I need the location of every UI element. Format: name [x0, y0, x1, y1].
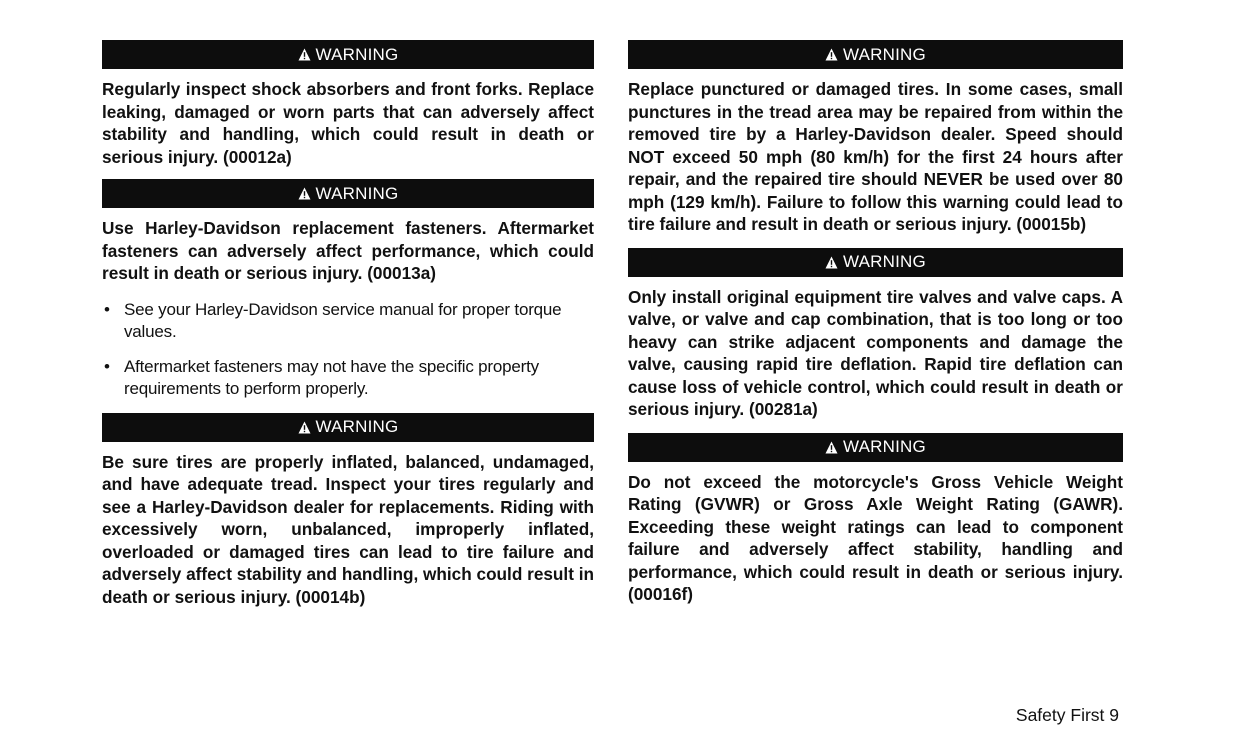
warning-text: Regularly inspect shock absorbers and front forks. Replace leaking, damaged or worn parts that can adversely affect stability and handling, which could result in death or serious injury. (00012a) — [102, 79, 594, 167]
warning-triangle-icon — [825, 256, 838, 269]
warning-text: Replace punctured or damaged tires. In some cases, small punctures in the tread area may be repaired from within the removed tire by a Harley-Davidson dealer. Speed should NOT exceed 50 mph (80 km/h) for the first 24 hours after repair, and the repaired tire should NEVER be used over 80 mph (129 km/h). Failure to follow this warning could lead to tire failure and result in death or serious injury. (00015b) — [628, 79, 1123, 234]
left-column — [102, 40, 594, 608]
warning-label: WARNING — [315, 44, 399, 64]
warning-banner — [102, 413, 594, 442]
warning-text: Use Harley-Davidson replacement fasteners. Aftermarket fasteners can adversely affect performance, which could result in death or serious injury. (00013a) — [102, 218, 594, 283]
warning-banner — [628, 248, 1123, 277]
warning-label: WARNING — [315, 183, 399, 203]
warning-triangle-icon — [298, 421, 311, 434]
warning-label: WARNING — [843, 252, 926, 271]
warning-label: WARNING — [843, 437, 926, 456]
right-column — [628, 40, 1123, 606]
warning-banner — [628, 40, 1123, 69]
warning-triangle-icon — [825, 441, 838, 454]
bullet-dot: • — [104, 299, 110, 319]
warning-triangle-icon — [298, 48, 311, 61]
page-footer: Safety First 9 — [1015, 705, 1119, 725]
bullet-list — [102, 299, 594, 401]
list-item — [102, 356, 594, 401]
warning-banner — [628, 433, 1123, 462]
warning-text: Be sure tires are properly inflated, balanced, undamaged, and have adequate tread. Inspect your tires regularly and see a Harley-Davidson dealer for replacements. Riding with excessively worn, unbalanced, improperly inflated, overloaded or damaged tires can lead to tire failure and adversely affect stability and handling, which could result in death or serious injury. (00014b) — [102, 451, 594, 607]
warning-text: Do not exceed the motorcycle's Gross Vehicle Weight Rating (GVWR) or Gross Axle Weight Rating (GAWR). Exceeding these weight ratings can lead to component failure and adversely affect stability, handling and performance, which could result in death or serious injury. (00016f) — [628, 471, 1123, 604]
warning-banner — [102, 179, 594, 208]
bullet-dot: • — [104, 356, 110, 376]
warning-triangle-icon — [825, 48, 838, 61]
list-item-text: See your Harley-Davidson service manual for proper torque values. — [124, 299, 562, 341]
warning-text: Only install original equipment tire valves and valve caps. A valve, or valve and cap combination, that is too long or too heavy can strike adjacent components and damage the valve, causing rapid tire deflation. Rapid tire deflation can cause loss of vehicle control, which could result in death or serious injury. (00281a) — [628, 286, 1123, 419]
list-item-text: Aftermarket fasteners may not have the specific property requirements to perform properly. — [124, 356, 539, 398]
warning-label: WARNING — [315, 417, 399, 436]
list-item — [102, 299, 594, 344]
warning-label: WARNING — [843, 44, 926, 64]
warning-triangle-icon — [298, 187, 311, 200]
warning-banner — [102, 40, 594, 69]
